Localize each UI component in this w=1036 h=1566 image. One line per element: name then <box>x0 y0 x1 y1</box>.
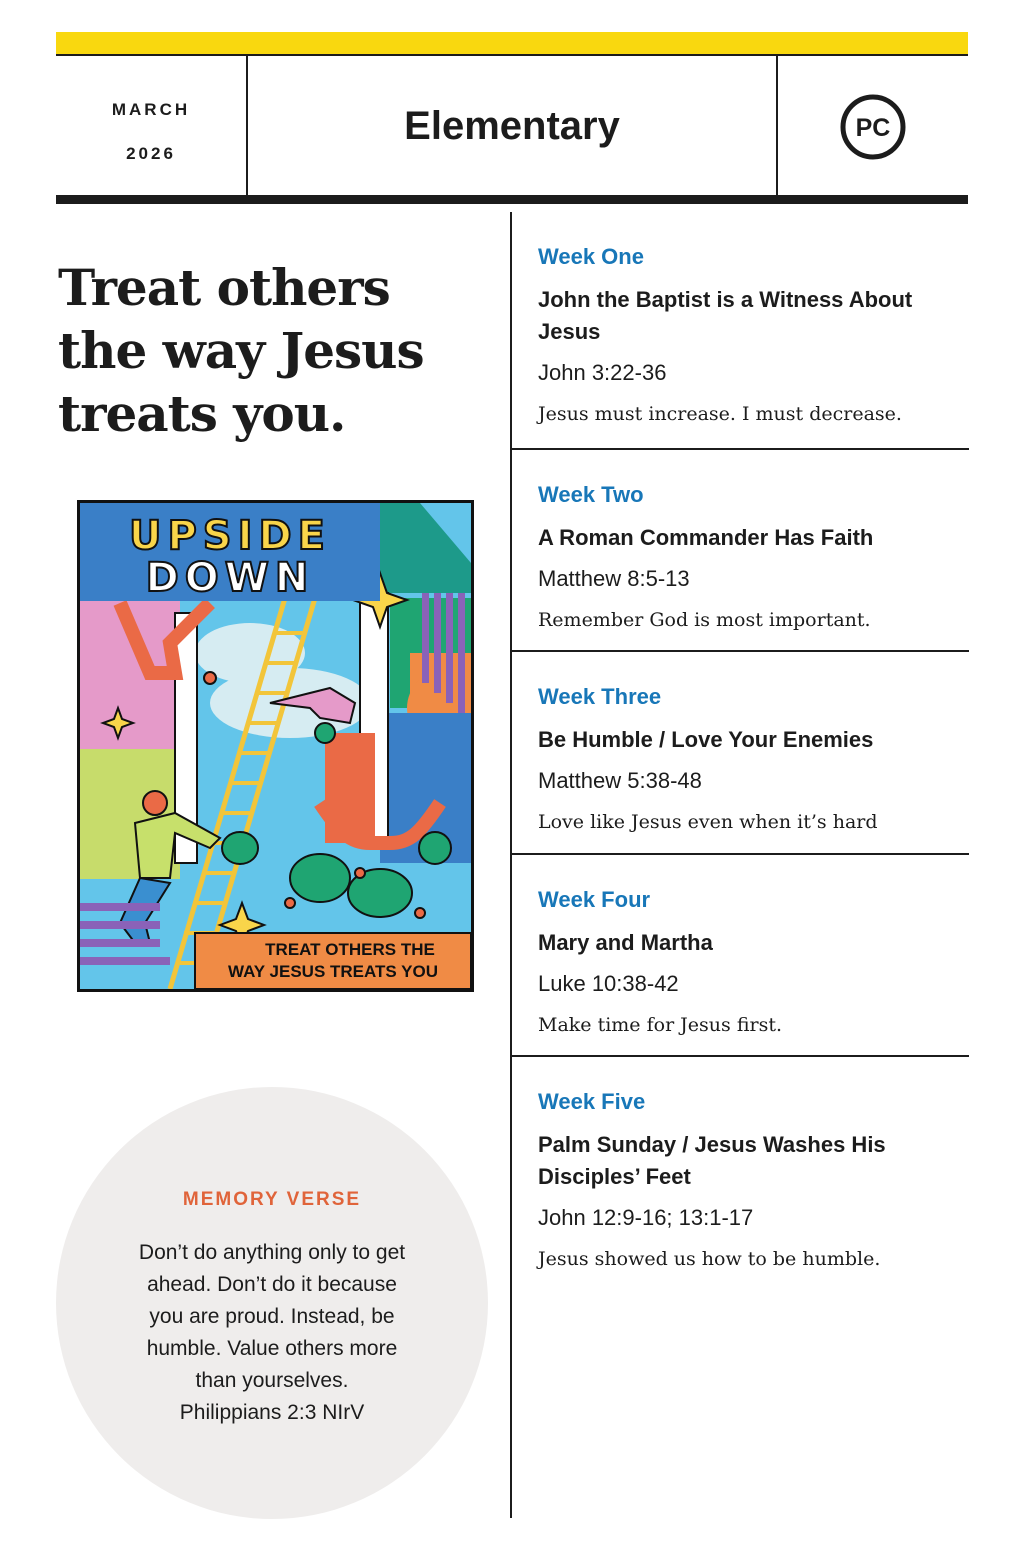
poster-title-line1: UPSIDE <box>128 513 332 559</box>
top-accent-bar <box>56 32 968 54</box>
logo-cell <box>776 56 968 197</box>
poster-caption-line2: WAY JESUS TREATS YOU <box>227 962 439 981</box>
week-title: John the Baptist is a Witness About Jesus <box>538 287 913 344</box>
week-title: Mary and Martha <box>538 930 713 955</box>
week-bottom-line: Remember God is most important. <box>538 609 871 631</box>
header <box>56 54 968 204</box>
verse-line: humble. Value others more <box>146 1337 398 1360</box>
week-bottom-line: Make time for Jesus first. <box>538 1014 783 1036</box>
poster-caption-line1: TREAT OTHERS THE <box>265 940 435 959</box>
verse-line: Don’t do anything only to get <box>138 1241 406 1264</box>
week-label: Week One <box>538 244 644 269</box>
page-title: Elementary <box>404 104 620 148</box>
verse-line: than yourselves. <box>195 1369 349 1392</box>
week-scripture: John 12:9-16; 13:1-17 <box>538 1205 754 1230</box>
week-block-4 <box>512 855 969 1057</box>
series-poster <box>77 500 474 992</box>
series-tagline: Treat others the way Jesus treats you. <box>58 258 424 443</box>
week-label: Week Three <box>538 684 662 709</box>
week-scripture: John 3:22-36 <box>538 360 667 385</box>
week-title: Palm Sunday / Jesus Washes His Disciples’ Feet <box>538 1132 886 1189</box>
week-scripture: Luke 10:38-42 <box>538 971 679 996</box>
memory-verse-circle <box>56 1087 488 1519</box>
verse-reference: Philippians 2:3 NIrV <box>179 1401 365 1424</box>
week-label: Week Four <box>538 887 651 912</box>
memory-verse-label: MEMORY VERSE <box>182 1189 362 1210</box>
memory-verse-text <box>108 1237 436 1429</box>
poster-illustration <box>80 503 471 989</box>
year-label: 2026 <box>126 144 176 163</box>
week-title: Be Humble / Love Your Enemies <box>538 727 874 752</box>
week-bottom-line: Love like Jesus even when it’s hard <box>538 811 878 833</box>
week-block-3 <box>512 652 969 855</box>
week-label: Week Five <box>538 1089 646 1114</box>
date-cell <box>56 56 248 195</box>
week-bottom-line: Jesus must increase. I must decrease. <box>538 403 902 425</box>
week-scripture: Matthew 8:5-13 <box>538 566 690 591</box>
pc-logo-icon <box>838 92 908 162</box>
week-block-5 <box>512 1057 969 1297</box>
week-title: A Roman Commander Has Faith <box>538 525 874 550</box>
week-label: Week Two <box>538 482 644 507</box>
week-block-1 <box>512 212 969 450</box>
week-scripture: Matthew 5:38-48 <box>538 768 702 793</box>
logo-text: PC <box>855 113 891 142</box>
week-block-2 <box>512 450 969 652</box>
weekly-schedule <box>512 212 969 1297</box>
verse-line: you are proud. Instead, be <box>149 1305 395 1328</box>
verse-line: ahead. Don’t do it because <box>147 1273 397 1296</box>
poster-title-line2: DOWN <box>145 555 315 601</box>
month-label: MARCH <box>111 100 191 119</box>
week-bottom-line: Jesus showed us how to be humble. <box>538 1248 881 1270</box>
